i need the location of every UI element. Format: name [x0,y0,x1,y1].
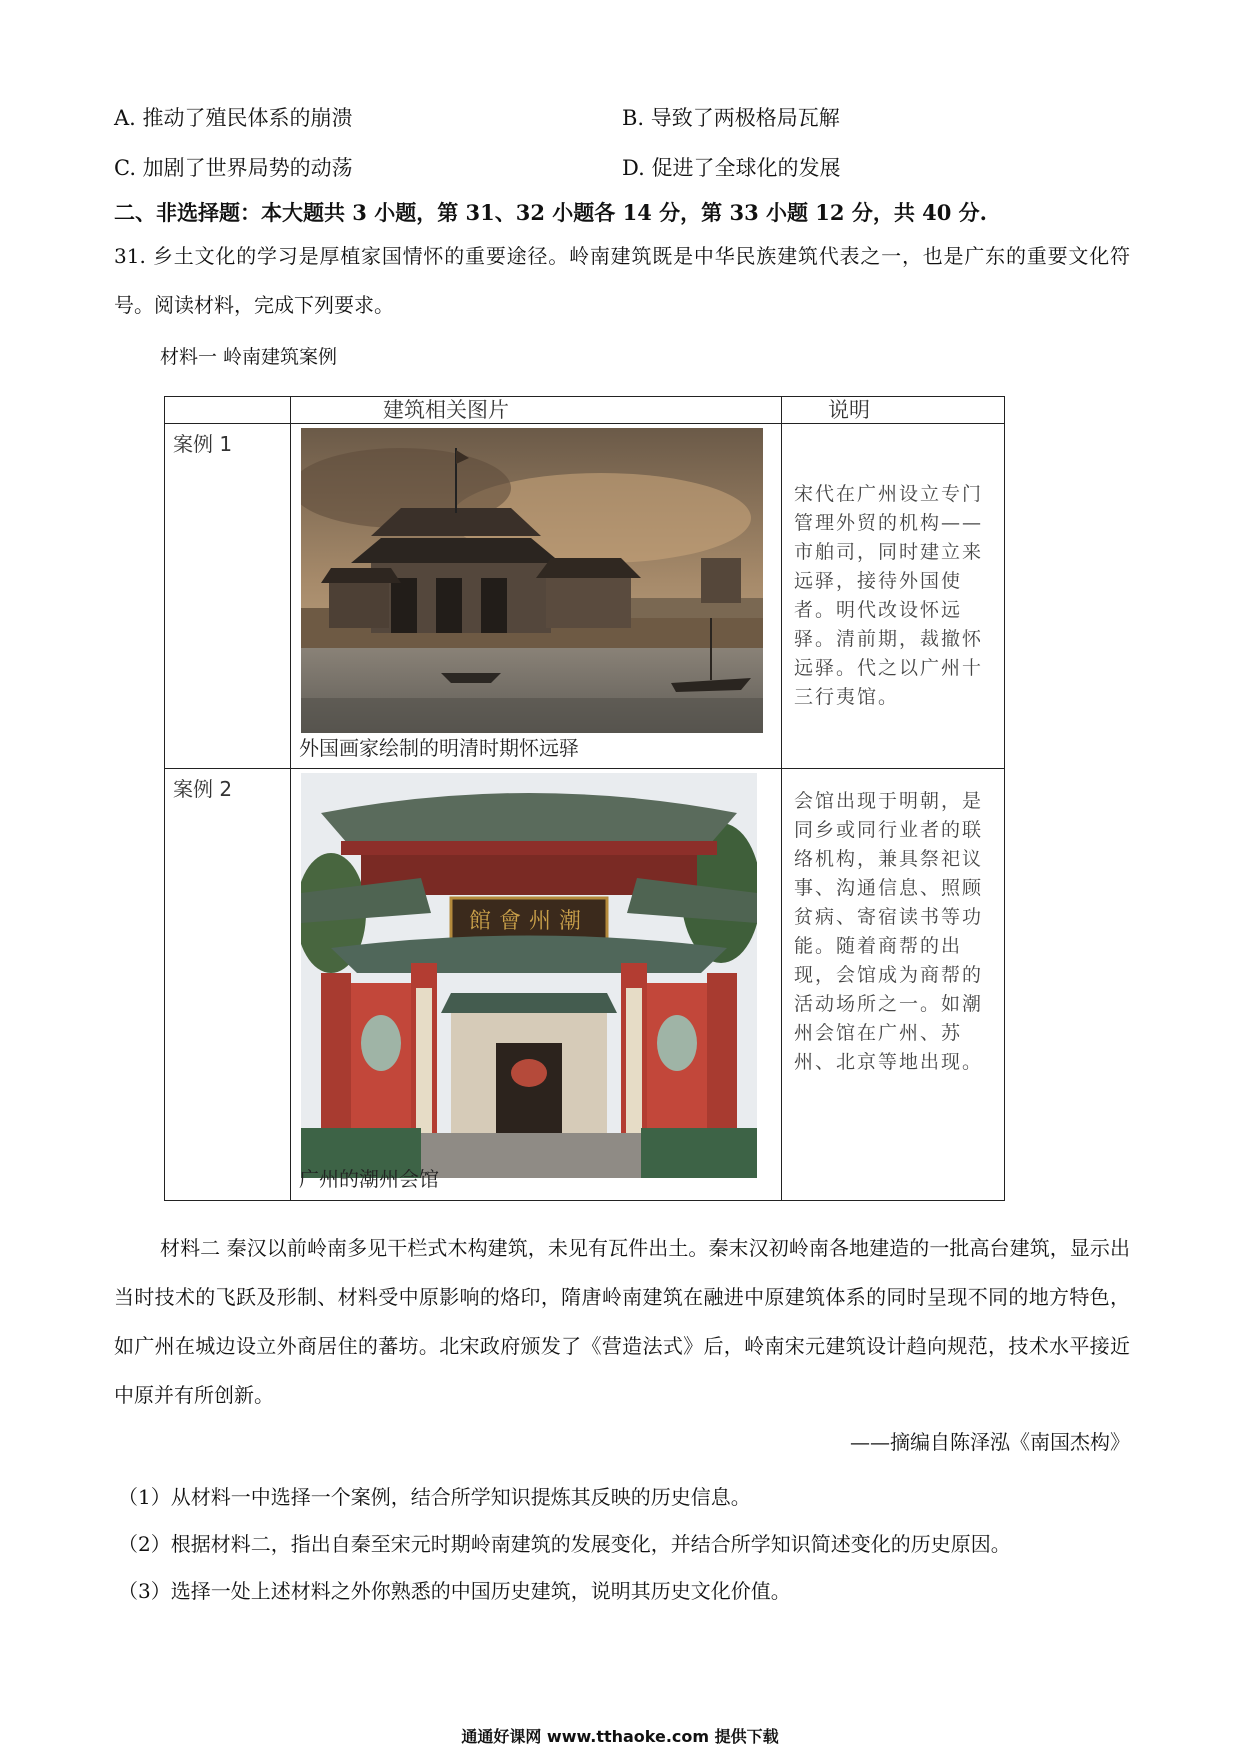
case-1-desc: 宋代在广州设立专门管理外贸的机构——市舶司，同时建立来远驿，接待外国使者。明代改设怀远驿。清前期，裁撤怀远驿。代之以广州十三行夷馆。 [782,424,1005,769]
question-intro: 31. 乡土文化的学习是厚植家国情怀的重要途径。岭南建筑既是中华民族建筑代表之一，也是广东的重要文化符号。阅读材料，完成下列要求。 [114,244,1130,317]
material1-title: 材料一 岭南建筑案例 [160,346,338,368]
material2-text: 材料二 秦汉以前岭南多见干栏式木构建筑，未见有瓦件出土。秦末汉初岭南各地建造的一批高台建筑，显示出当时技术的飞跃及形制、材料受中原影响的烙印，隋唐岭南建筑在融进中原建筑体系的同时呈现不同的地方特色，如广州在城边设立外商居住的蕃坊。北宋政府颁发了《营造法式》后，岭南宋元建筑设计趋向规范，技术水平接近中原并有所创新。 [114,1236,1130,1407]
huaiyuan-station-painting [301,428,763,733]
option-d: D. 促进了全球化的发展 [622,156,841,180]
header-desc: 说明 [782,397,1005,424]
case-2-picture-cell [291,769,782,1201]
case-1-caption: 外国画家绘制的明清时期怀远驿 [299,736,579,760]
section-heading: 二、非选择题：本大题共 3 小题，第 31、32 小题各 14 分，第 33 小题 12 分，共 40 分. [114,200,987,225]
plaque-text: 館會州潮 [468,909,590,934]
option-a: A. 推动了殖民体系的崩溃 [114,106,353,130]
case-2-caption: 广州的潮州会馆 [299,1167,439,1191]
question-1: （1）从材料一中选择一个案例，结合所学知识提炼其反映的历史信息。 [118,1485,751,1509]
option-b: B. 导致了两极格局瓦解 [622,106,840,130]
material2-source: ——摘编自陈泽泓《南国杰构》 [850,1430,1130,1454]
question-2: （2）根据材料二，指出自秦至宋元时期岭南建筑的发展变化，并结合所学知识简述变化的历史原因。 [118,1532,1011,1556]
page-footer: 通通好课网 www.tthaoke.com 提供下载 [461,1727,779,1746]
case-1-label: 案例 1 [165,424,291,769]
header-picture: 建筑相关图片 [291,397,782,424]
case-2-desc: 会馆出现于明朝，是同乡或同行业者的联络机构，兼具祭祀议事、沟通信息、照顾贫病、寄宿读书等功能。随着商帮的出现，会馆成为商帮的活动场所之一。如潮州会馆在广州、苏州、北京等地出现。 [782,769,1005,1201]
option-c: C. 加剧了世界局势的动荡 [114,156,353,180]
case-table [164,396,1005,1201]
case-1-picture-cell [291,424,782,769]
question-3: （3）选择一处上述材料之外你熟悉的中国历史建筑，说明其历史文化价值。 [118,1579,791,1603]
chaozhou-guildhall-photo [301,773,757,1178]
header-blank [165,397,291,424]
case-2-label: 案例 2 [165,769,291,1201]
